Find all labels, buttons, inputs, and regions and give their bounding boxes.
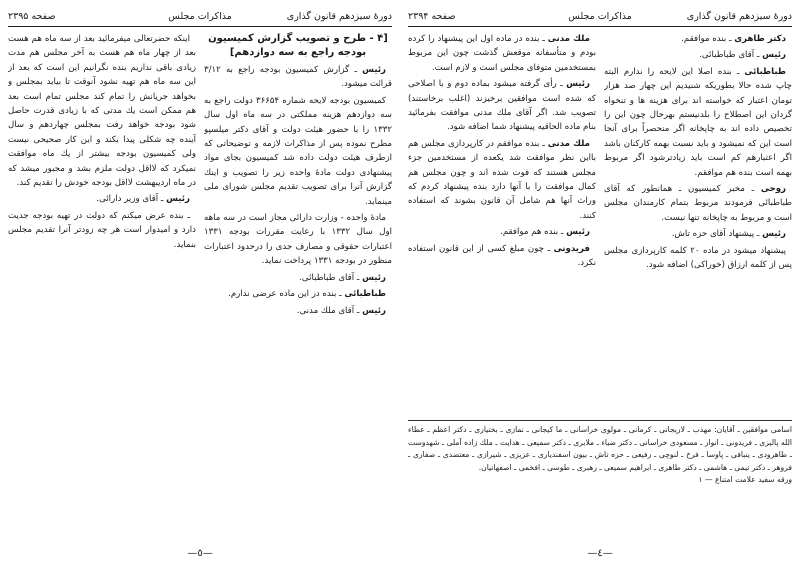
speaker-name: رئیس [362, 65, 387, 75]
speaker-name: طباطبائی [344, 289, 386, 300]
page-header [408, 10, 792, 27]
speaker-name: ملك مدنی [547, 34, 590, 44]
paragraph-text: ـ پیشنهاد آقای حزه تاش. [671, 229, 760, 240]
paragraph-text: ـ رأی گرفته میشود بماده دوم و با اصلاحی که شده است موافقین برخیزند (اغلب برخاستند) تصویب شد. اگر آقای ملك مدنی موافقت بفرمائید بنام ماده الحاقیه پیشنهاد شما اضافه شود. [408, 79, 596, 133]
paragraph [408, 242, 596, 271]
speaker-name: طباطبائی [744, 66, 786, 77]
right-page [402, 0, 798, 576]
paragraph [8, 209, 196, 252]
abstain-count: ورقه سفید علامت امتناع — ۱ [698, 475, 792, 484]
paragraph-text: ـ آقای وزیر دارائی. [96, 194, 164, 205]
vote-list [408, 420, 792, 487]
paragraph [204, 271, 392, 285]
paragraph [8, 192, 196, 206]
paragraph [408, 32, 596, 75]
paragraph-text: ـ آقای طباطبائی. [299, 272, 360, 283]
paragraph-text: ـ بنده موافقم در کارپردازی مجلس هم بااین نظر موافقت شد یکعده از مستخدمین جزء مجلس هستند که فوت شده اند و چون مجلس هم کمال موافقت را با آنها دارد بنده پیشنهاد کردم که وراث آنها هم شامل آن قانون بشوند که استفاده کنند. [408, 138, 596, 221]
speaker-name: رئیس [166, 194, 190, 205]
paragraph-text: مادهٔ واحده - وزارت دارائی مجاز است در سه ماهه اول سال ۱۳۳۲ با رعایت مقررات بودجه ۱۳۳۱ اعتبارات حقوقی و مصارف جدی را درحدود اعتبارات منظور در بودجه ۱۳۳۱ پرداخت نماید. [204, 213, 392, 267]
session-label: دورهٔ سیزدهم قانون گذاری [286, 11, 392, 22]
page-label: صفحه ۲۳۹۵ [8, 11, 56, 22]
paragraph [204, 211, 392, 269]
speaker-name: رئیس [362, 305, 386, 316]
page-label: صفحه ۲۳۹۴ [408, 11, 456, 22]
paragraph [604, 227, 792, 241]
paragraphs [408, 32, 596, 271]
paragraphs [204, 63, 392, 318]
paragraph [408, 225, 596, 239]
paragraph-text: ـ بنده هم موافقم. [500, 227, 564, 238]
vote-names: اسامی موافقین ـ آقایان: مهذب ـ لاریجانی ـ کرمانی ـ مولوی خراسانی ـ ما کیجانی ـ نمازی ـ بختیاری ـ دکتر اعظم ـ عطاء الله پالیزی ـ فریدونی ـ انوار ـ مسعودی خراسانی ـ دکتر ضیاء ـ ملایری ـ دکتر سمیعی ـ هدایت ـ ملك زاده آملی ـ شهدوست ـ طاهرودی ـ ینبافی ـ پاوسا ـ فرخ ـ لنوچی ـ رفیعی ـ حزه تاش ـ بیون اسفندیاری ـ عزیزی ـ شیرازی ـ معتضدی ـ صفاری ـ فروهر ـ دکتر تیمی ـ هاشمی ـ دکتر طاهری ـ ابراهیم سمیعی ـ رهبری ـ طوسی ـ افخمی ـ اصفهانیان. [408, 425, 792, 472]
paragraph [604, 65, 792, 180]
speaker-name: روحی [760, 184, 787, 195]
paragraph [604, 182, 792, 225]
speaker-name: رئیس [566, 79, 590, 90]
header-title: مذاکرات مجلس [568, 11, 632, 22]
paragraph [604, 32, 792, 46]
paragraph [204, 94, 392, 209]
speaker-name: رئیس [762, 229, 786, 240]
speaker-name: ملك مدنی [547, 138, 591, 149]
speaker-name: رئیس [762, 50, 786, 61]
paragraph [8, 32, 196, 190]
speaker-name: دکتر طاهری [734, 34, 786, 44]
left-page [2, 0, 398, 576]
paragraph [408, 77, 596, 135]
paragraph [604, 244, 792, 273]
paragraph [204, 287, 392, 301]
paragraphs [8, 32, 196, 252]
paragraph-text: ـ چون مبلغ کسی از این قانون استفاده نکرد. [408, 243, 596, 269]
paragraph-text: ـ بنده در ماده اول این پیشنهاد را کرده بودم و متأسفانه موقعش گذشت چون این مربوط بمستخدمین متوفای مجلس است و لازم است. [408, 34, 596, 73]
header-title: مذاکرات مجلس [168, 11, 232, 22]
speaker-name: فریدونی [553, 243, 590, 254]
page-number: —٤— [587, 548, 613, 559]
paragraph-text: ـ بنده اصلا این لایحه را ندارم البته چاپ شده حالا بطوریکه شنیدیم این چهار صد هزار تومان اعتبار که خواسته اند برای هزینه ها و تنخواه گردان این اصطلاح را بلدنیستم بهرحال چون این را تخصیص داده اند به چاپخانه اگر منحصراً برای آنجا است این که نمیشود و باید نسبت بهمه کارکنان باشد اگر اعتبارهم کم است باید زیادترشود اگر مربوط بهمه است بنده هم موافقم. [604, 66, 792, 178]
left-column [8, 32, 196, 537]
paragraph [604, 48, 792, 62]
paragraph-text: ـ بنده موافقم. [681, 34, 732, 44]
paragraph-text: ـ مخبر کمیسیون ـ همانطور که آقای طباطبائی فرمودند مربوط بتمام کارمندان مجلس است و مربوط به چاپخانه تنها نیست. [604, 184, 792, 223]
session-label: دورهٔ سیزدهم قانون گذاری [686, 11, 792, 22]
right-column [604, 32, 792, 417]
page-number: —٥— [187, 548, 213, 559]
right-column [204, 32, 392, 537]
paragraph-text: ـ بنده عرض میکنم که دولت در تهیه بودجه جدیت دارد و امیدوار است هر چه زودتر آنرا تقدیم مجلس بنماید. [8, 210, 196, 250]
speaker-name: رئیس [566, 227, 590, 238]
paragraphs [604, 32, 792, 273]
left-column [408, 32, 596, 417]
paragraph-text: ـ آقای ملك مدنی. [296, 305, 360, 316]
page-header [8, 10, 392, 27]
paragraph-text: ـ آقای طباطبائی. [699, 50, 760, 61]
paragraph [204, 304, 392, 318]
paragraph [204, 63, 392, 92]
section-heading: [۴ - طرح و تصویب گزارش کمیسیون بودجه راجع به سه دوازدهم] [208, 33, 388, 58]
paragraph-text: اینکه حضرتعالی میفرمائید بعد از سه ماه هم هست بعد از چهار ماه هم هست به آخر مجلس هم مدت زیادی باقی نداریم بنده نگرانیم این است که بعد از این سه ماه هم تهیه نشود آنوقت تا بیاید بمجلس و بخواهد جریانش را تمام کند مجلس تمام است بعد هم ممکن است یك مدتی که با زیادی قدرت حاصل شود بودجه خواهد رفت بمجلس چهاردهم و سال آینده چه شکلی پیدا بکند و این کار صحیحی نیست ولی کمیسیون بودجه بیشتر از یك ماه موافقت نمیکرد که لااقل دولت ملزم بشد و مجبور میشد که در ماه اردیبهشت لااقل بودجه خودش را تقدیم کند. [8, 34, 196, 189]
paragraph-text: کمیسیون بودجه لایحه شماره ۳۶۶۵۴ دولت راجع به سه دوازدهم هزینه مملکتی در سه ماه اول سال ۱۳۳۲ را با حضور هیئت دولت و آقای دکتر میلسپو مطرح نموده پس از مذاکرات لازمه و توضیحاتی که ازطرف هیئت دولت داده شد کمیسیون بجای مواد پیشنهادی دولت مادهٔ واحده زیر را تصویب و اینك گزارش آنرا برای تصویب تقدیم مجلس شورای ملی مینماید. [204, 95, 392, 207]
speaker-name: رئیس [362, 272, 386, 283]
paragraph-text: ـ بنده در این ماده عرضی ندارم. [228, 289, 342, 300]
paragraph [408, 137, 596, 223]
paragraph-text: پیشنهاد میشود در ماده ۲۰ کلمه کارپردازی مجلس پس از کلمه ارزاق (خوراکی) اضافه شود. [604, 245, 792, 271]
paragraph-text: ـ گزارش کمیسیون بودجه راجع به ۳/۱۲ قرائت میشود. [204, 65, 392, 90]
